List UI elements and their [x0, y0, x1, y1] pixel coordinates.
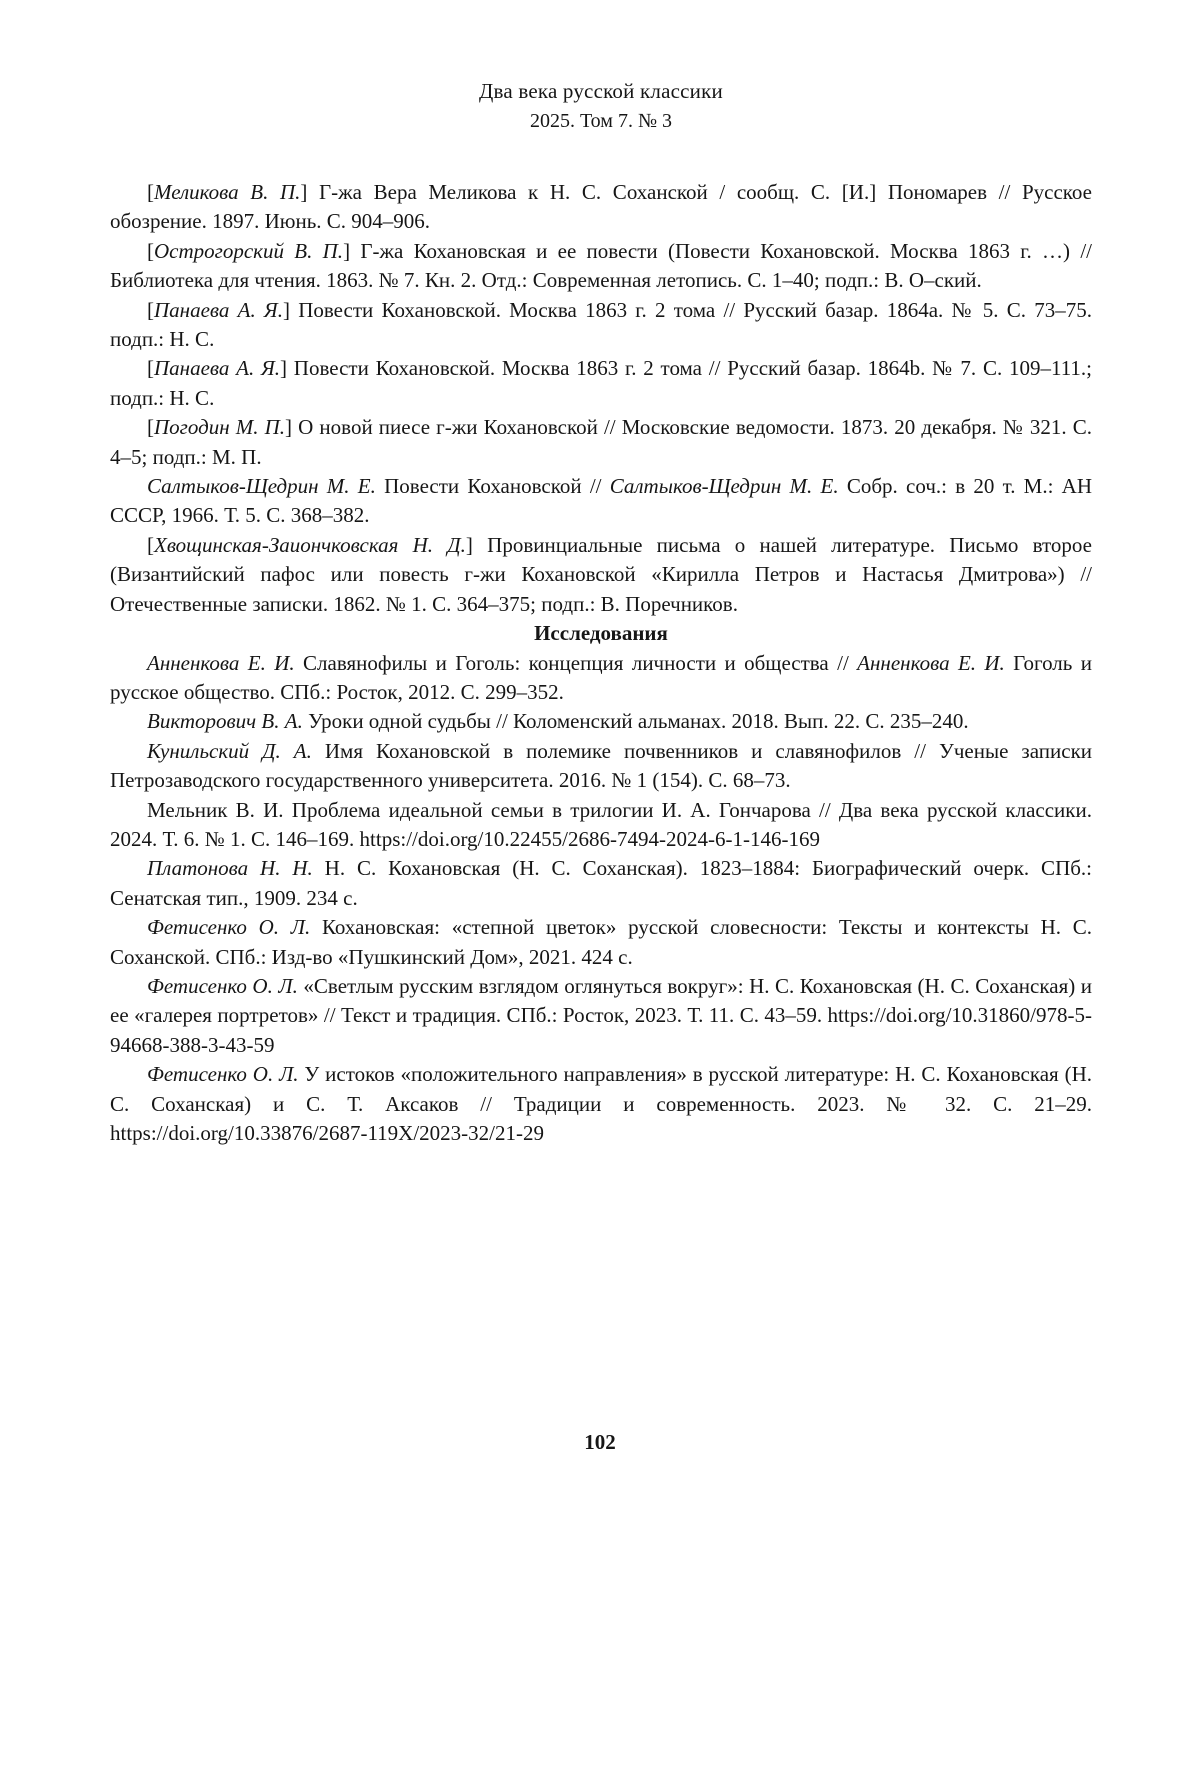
- author-name: Панаева А. Я.: [154, 356, 281, 381]
- reference-entry: [110, 472, 1092, 531]
- reference-text: [: [147, 238, 154, 263]
- reference-entry: [110, 1060, 1092, 1148]
- running-head: [110, 78, 1092, 134]
- references-list: [110, 178, 1092, 619]
- author-name: Фетисенко О. Л.: [147, 915, 311, 940]
- author-name: Салтыков-Щедрин М. Е.: [147, 474, 376, 499]
- reference-text: [: [147, 356, 154, 381]
- reference-entry: [110, 649, 1092, 708]
- reference-text: Мельник В. И. Проблема идеальной семьи в трилогии И. А. Гончарова // Два века русской классики. 2024. Т. 6. № 1. С. 146–169. https://doi.org/10.22455/2686-7494-2024-6-1-146-169: [110, 797, 1092, 851]
- studies-list: [110, 649, 1092, 1149]
- author-name: Викторович В. А.: [147, 709, 303, 734]
- reference-text: Гоголь и русское общество. СПб.: Росток, 2012. С. 299–352.: [110, 650, 1092, 704]
- reference-text: Собр. соч.: в 20 т. М.: АН СССР, 1966. Т. 5. С. 368–382.: [110, 474, 1093, 528]
- author-name: Фетисенко О. Л.: [147, 973, 298, 998]
- reference-entry: [110, 707, 1092, 736]
- issue-info: 2025. Том 7. № 3: [529, 110, 673, 132]
- reference-entry: [110, 178, 1092, 237]
- reference-text: ] Г-жа Вера Меликова к Н. С. Соханской / сообщ. С. [И.] Пономарев // Русское обозрение. 1897. Июнь. С. 904–906.: [110, 180, 1092, 234]
- reference-entry: [110, 737, 1092, 796]
- reference-entry: [110, 854, 1092, 913]
- reference-text: ] Повести Кохановской. Москва 1863 г. 2 тома // Русский базар. 1864a. № 5. С. 73–75. подп.: Н. С.: [110, 297, 1092, 352]
- reference-text: ] Г-жа Кохановская и ее повести (Повести Кохановской. Москва 1863 г. …) // Библиотека для чтения. 1863. № 7. Кн. 2. Отд.: Современная летопись. С. 1–40; подп.: В. О–ский.: [110, 238, 1092, 293]
- author-name: Хвощинская-Заиончковская Н. Д.: [154, 532, 466, 557]
- reference-entry: [110, 796, 1092, 855]
- reference-text: [: [147, 297, 154, 322]
- author-name: Кунильский Д. А.: [147, 738, 312, 763]
- reference-text: Кохановская: «степной цветок» русской словесности: Тексты и контексты Н. С. Соханской. СПб.: Изд-во «Пушкинский Дом», 2021. 424 с.: [110, 915, 1092, 969]
- reference-text: [: [147, 180, 154, 204]
- reference-text: Славянофилы и Гоголь: концепция личности и общества //: [294, 650, 858, 675]
- author-name: Анненкова Е. И.: [147, 650, 295, 675]
- reference-text: ] Повести Кохановской. Москва 1863 г. 2 тома // Русский базар. 1864b. № 7. С. 109–111.; подп.: Н. С.: [110, 356, 1092, 410]
- bibliography: [110, 178, 1092, 1148]
- page-content: [110, 78, 1092, 1148]
- reference-entry: [110, 237, 1092, 296]
- author-name: Погодин М. П.: [154, 415, 286, 440]
- journal-title: Два века русской классики: [479, 79, 723, 103]
- page-number: 102: [584, 1430, 616, 1454]
- reference-text: [: [147, 532, 154, 557]
- reference-text: «Светлым русским взглядом оглянуться вокруг»: Н. С. Кохановская (Н. С. Соханская) и ее «галерея портретов» // Текст и традиция. СПб.: Росток, 2023. Т. 11. С. 43–59. https://doi.org/10.31860/978-5-94668-388-3-43-59: [110, 973, 1092, 1057]
- author-name: Панаева А. Я.: [154, 297, 283, 322]
- author-name: Фетисенко О. Л.: [147, 1062, 299, 1087]
- reference-entry: [110, 354, 1092, 413]
- reference-entry: [110, 972, 1092, 1060]
- reference-text: Уроки одной судьбы // Коломенский альманах. 2018. Вып. 22. С. 235–240.: [302, 709, 969, 734]
- reference-text: Повести Кохановской //: [375, 474, 610, 499]
- reference-text: У истоков «положительного направления» в русской литературе: Н. С. Кохановская (Н. С. Соханская) и С. Т. Аксаков // Традиции и современность. 2023. № 32. С. 21–29. https://doi.org/10.33876/2687-119X/2023-32/21-29: [110, 1062, 1092, 1145]
- reference-text: ] Провинциальные письма о нашей литературе. Письмо второе (Византийский пафос или повесть г-жи Кохановской «Кирилла Петров и Настасья Дмитрова») // Отечественные записки. 1862. № 1. С. 364–375; подп.: В. Поречников.: [110, 532, 1092, 616]
- author-name: Платонова Н. Н.: [147, 856, 313, 881]
- author-name: Анненкова Е. И.: [857, 650, 1005, 675]
- reference-entry: [110, 413, 1092, 472]
- reference-text: [: [147, 415, 154, 440]
- reference-text: Имя Кохановской в полемике почвенников и славянофилов // Ученые записки Петрозаводского государственного университета. 2016. № 1 (154). С. 68–73.: [110, 738, 1093, 793]
- author-name: Салтыков-Щедрин М. Е.: [609, 474, 839, 499]
- author-name: Острогорский В. П.: [154, 238, 344, 263]
- reference-entry: [110, 296, 1092, 355]
- reference-text: Н. С. Кохановская (Н. С. Соханская). 1823–1884: Биографический очерк. СПб.: Сенатская тип., 1909. 234 с.: [110, 856, 1093, 910]
- reference-entry: [110, 913, 1092, 972]
- author-name: Меликова В. П.: [154, 180, 301, 204]
- reference-text: ] О новой пиесе г-жи Кохановской // Московские ведомости. 1873. 20 декабря. № 321. С. 4–5; подп.: М. П.: [110, 415, 1092, 469]
- section-heading-studies: Исследования: [534, 621, 668, 646]
- reference-entry: [110, 531, 1092, 619]
